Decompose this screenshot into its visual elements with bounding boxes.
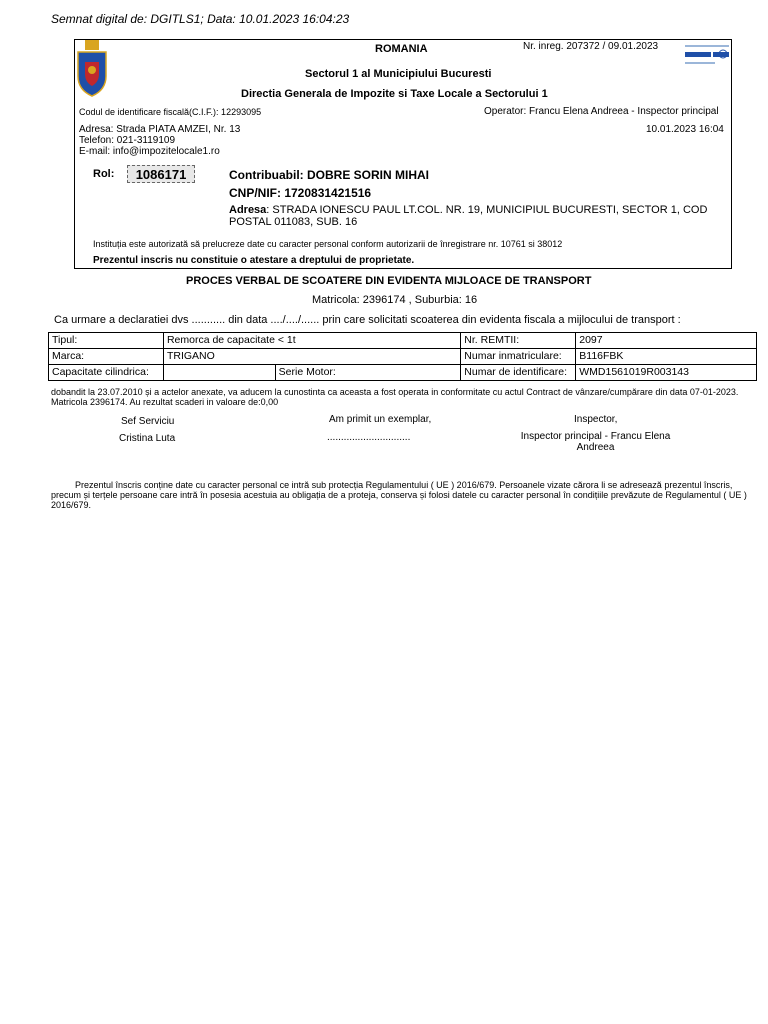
table-row [49,349,757,365]
table-cell: Tipul: [49,333,164,349]
institution-phone: Telefon: 021-3119109 [79,135,176,146]
rol-label: Rol: [93,168,115,180]
taxpayer-address-label: Adresa [229,204,267,216]
sector-title: Sectorul 1 al Municipiului Bucuresti [305,68,492,80]
issue-datetime: 10.01.2023 16:04 [646,124,724,135]
institution-email: E-mail: info@impozitelocale1.ro [79,146,220,157]
inspector-name: Inspector principal - Francu Elena Andreea [520,431,671,453]
received-signature-dots: .............................. [327,432,411,443]
institution-address: Adresa: Strada PIATA AMZEI, Nr. 13 [79,124,241,135]
taxpayer-cnp: CNP/NIF: 1720831421516 [229,186,372,200]
coat-of-arms-icon [75,40,109,98]
property-disclaimer: Prezentul inscris nu constituie o atestare a dreptului de proprietate. [93,255,415,266]
header-box [74,39,732,269]
table-cell: Capacitate cilindrica: [49,365,164,381]
taxpayer-address-value: : STRADA IONESCU PAUL LT.COL. NR. 19, MUNICIPIUL BUCURESTI, SECTOR 1, COD POSTAL 011083, SUB. 16 [229,204,708,228]
fiscal-code: Codul de identificare fiscală(C.I.F.): 12293095 [79,107,262,117]
table-row [49,333,757,349]
gdpr-footer-note: Prezentul înscris conține date cu caracter personal ce intră sub protecția Regulamentului ( UE ) 2016/679. Persoanele vizate cărora li se adresează prezentul înscris, precum și terțele persoane care intră în posesia acestuia au obligația de a proteja, conserva și folosi datele cu caracter personal în condițiile prevăzute de Regulamentul ( UE ) 2016/679. [51,480,747,510]
operator-line: Operator: Francu Elena Andreea - Inspector principal [484,106,719,117]
table-cell [163,365,275,381]
table-cell: Numar inmatriculare: [461,349,576,365]
directorate-title: Directia Generala de Impozite si Taxe Locale a Sectorului 1 [241,88,548,100]
table-cell: Numar de identificare: [461,365,576,381]
country-title: ROMANIA [375,43,428,55]
chief-title: Sef Serviciu [121,416,175,427]
table-cell: Marca: [49,349,164,365]
table-cell: 2097 [576,333,757,349]
engine-series-label: Serie Motor: [278,366,336,378]
received-copy-label: Am primit un exemplar, [329,414,432,425]
inspector-title: Inspector, [574,414,618,425]
table-cell: WMD1561019R003143 [576,365,757,381]
table-cell: B116FBK [576,349,757,365]
vehicle-table [48,332,757,381]
table-cell: TRIGANO [163,349,460,365]
registration-number: Nr. inreg. 207372 / 09.01.2023 [523,41,659,52]
table-cell: Remorca de capacitate < 1t [163,333,460,349]
document-title: PROCES VERBAL DE SCOATERE DIN EVIDENTA MIJLOACE DE TRANSPORT [186,275,592,287]
gdpr-authorization-note: Instituția este autorizată să prelucreze date cu caracter personal conform autorizarii de înregistrare nr. 10761 si 38012 [93,239,563,249]
table-cell [275,365,461,381]
digital-signature-line: Semnat digital de: DGITLS1; Data: 10.01.2023 16:04:23 [51,12,350,26]
conclusion-paragraph: dobandit la 23.07.2010 și a actelor anexate, va aducem la cunostinta ca aceasta a fost operata in conformitate cu actul Contract de vânzare/cumpărare din data 07-01-2023. Matricola 2396174. Au rezultat scaderi in valoare de:0,00 [51,387,739,407]
taxpayer-name: Contribuabil: DOBRE SORIN MIHAI [229,168,429,182]
rol-value: 1086171 [127,165,195,183]
matricola-line: Matricola: 2396174 , Suburbia: 16 [312,294,478,306]
sector-logo-icon [685,42,729,68]
table-cell: Nr. REMTII: [461,333,576,349]
intro-paragraph: Ca urmare a declaratiei dvs ........... din data ..../..../...... prin care solicitati scoaterea din evidenta fiscala a mijlocului de transport : [54,314,681,326]
table-row [49,365,757,381]
chief-name: Cristina Luta [119,433,176,444]
taxpayer-address [229,204,719,228]
